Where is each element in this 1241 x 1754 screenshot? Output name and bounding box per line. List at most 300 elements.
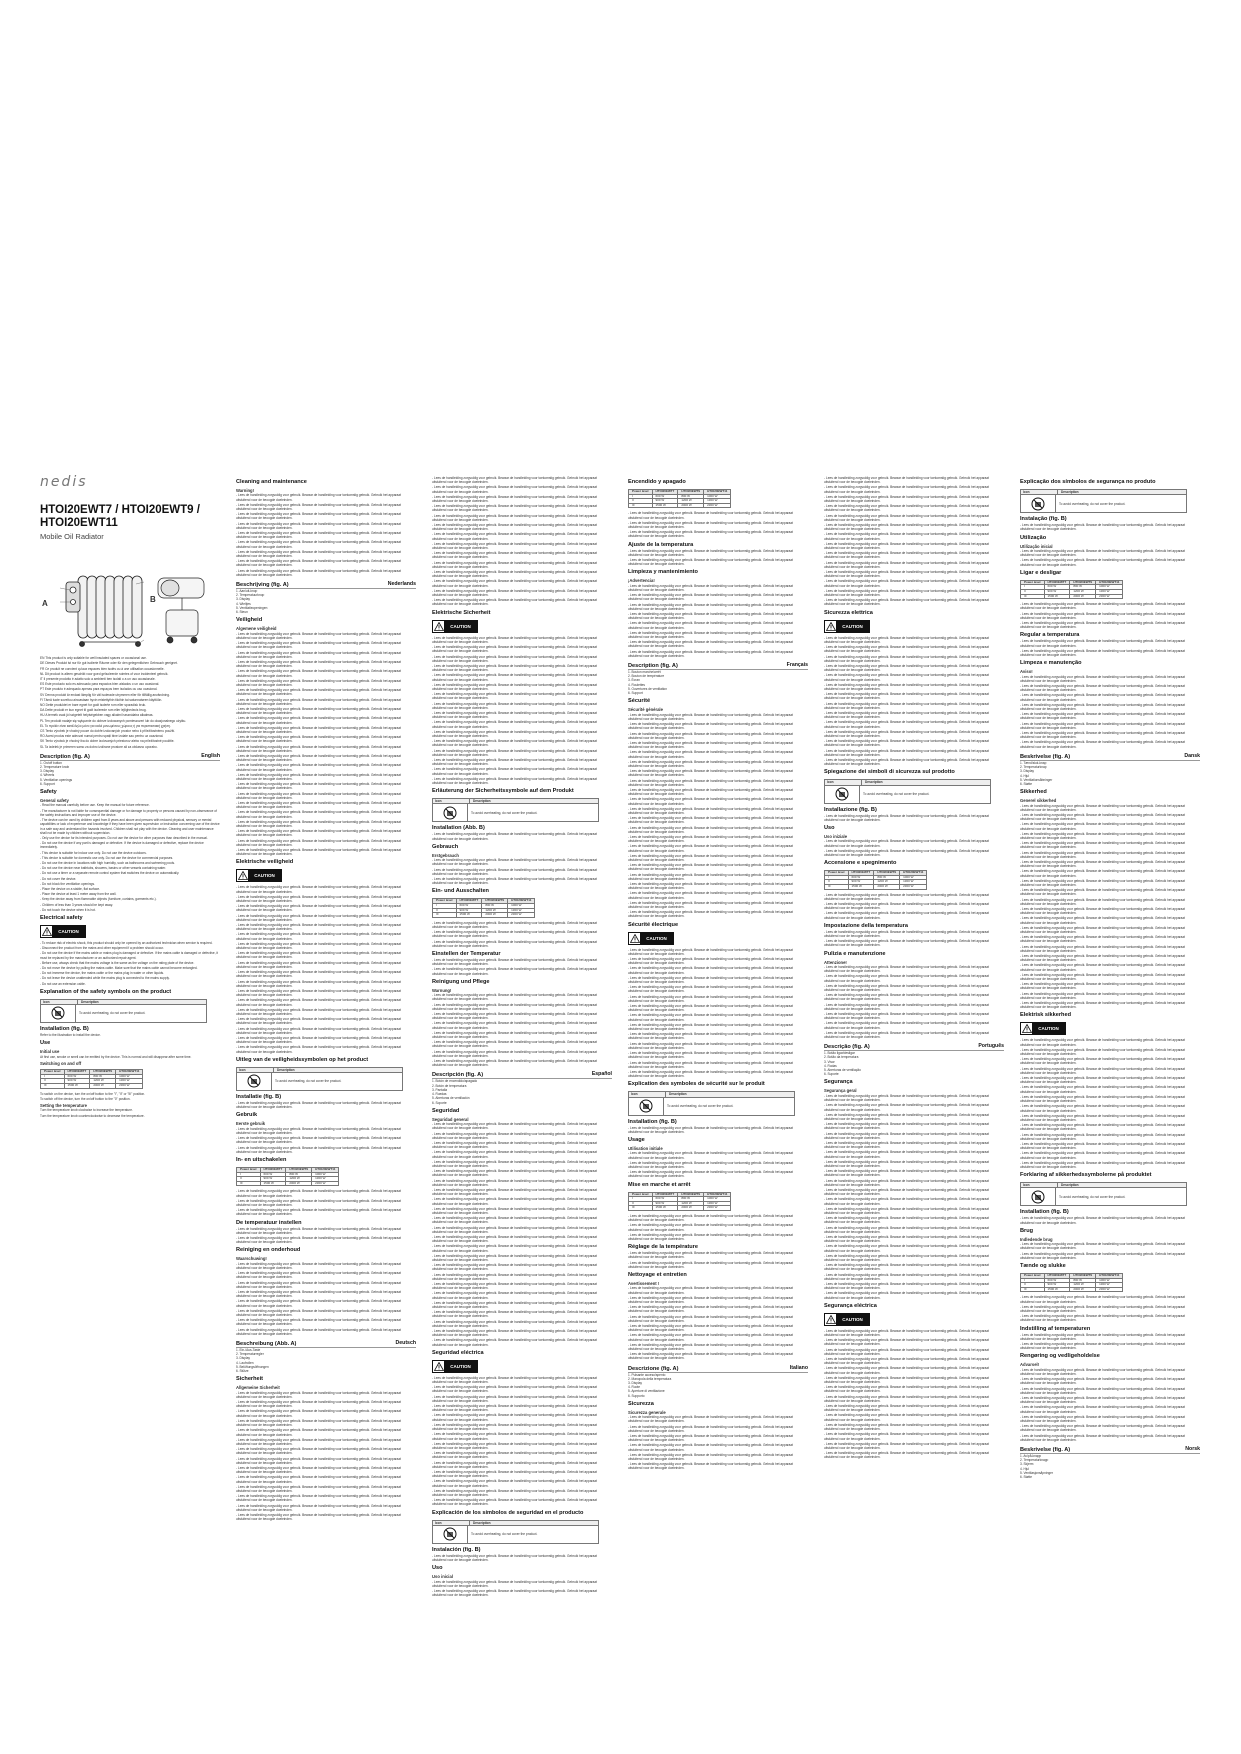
body-text: - Lees de handleiding zorgvuldig voor gebruik. Bewaar de handleiding voor toekomstig gebruik. Gebruik het apparaat uitsluitend voor de beoogde doeleinden.: [824, 663, 989, 673]
body-text: - Lees de handleiding zorgvuldig voor gebruik. Bewaar de handleiding voor toekomstig gebruik. Gebruik het apparaat uitsluitend voor de beoogde doeleinden.: [628, 750, 793, 759]
body-text: - Lees de handleiding zorgvuldig voor gebruik. Bewaar de handleiding voor toekomstig gebruik. Gebruik het apparaat uitsluitend voor de beoogde doeleinden.: [628, 548, 793, 557]
section-heading: Ein- und Ausschalten: [432, 888, 489, 895]
body-text: - Lees de handleiding zorgvuldig voor gebruik. Bewaar de handleiding voor toekomstig gebruik. Gebruik het apparaat uitsluitend voor de beoogde doeleinden.: [628, 769, 793, 778]
parts-list: [824, 1051, 1004, 1076]
body-text: - Lees de handleiding zorgvuldig voor gebruik. Bewaar de handleiding voor toekomstig gebruik. Gebruik het apparaat uitsluitend voor de beoogde doeleinden.: [432, 958, 597, 967]
body-text: - Lees de handleiding zorgvuldig voor gebruik. Bewaar de handleiding voor toekomstig gebruik. Gebruik het apparaat uitsluitend voor de beoogde doeleinden.: [824, 1441, 989, 1450]
body-text: - Lees de handleiding zorgvuldig voor gebruik. Bewaar de handleiding voor toekomstig gebruik. Gebruik het apparaat uitsluitend voor de beoogde doeleinden.: [432, 939, 597, 948]
body-text: - Lees de handleiding zorgvuldig voor gebruik. Bewaar de handleiding voor toekomstig gebruik. Gebruik het apparaat uitsluitend voor de beoogde doeleinden.: [236, 1400, 401, 1409]
caution-label: [432, 620, 478, 633]
body-text: - Lees de handleiding zorgvuldig voor gebruik. Bewaar de handleiding voor toekomstig gebruik. Gebruik het apparaat uitsluitend voor de beoogde doeleinden.: [1020, 925, 1185, 934]
body-text: - Lees de handleiding zorgvuldig voor gebruik. Bewaar de handleiding voor toekomstig gebruik. Gebruik het apparaat uitsluitend voor de beoogde doeleinden.: [236, 923, 401, 932]
body-text: - Lees de handleiding zorgvuldig voor gebruik. Bewaar de handleiding voor toekomstig gebruik. Gebruik het apparaat uitsluitend voor de beoogde doeleinden.: [1020, 702, 1185, 712]
body-text: - Lees de handleiding zorgvuldig voor gebruik. Bewaar de handleiding voor toekomstig gebruik. Gebruik het apparaat uitsluitend voor de beoogde doeleinden.: [1020, 602, 1185, 611]
body-text: - Lees de handleiding zorgvuldig voor gebruik. Bewaar de handleiding voor toekomstig gebruik. Gebruik het apparaat uitsluitend voor de beoogde doeleinden.: [236, 716, 401, 725]
part-item: 4. Rodas: [824, 1063, 837, 1068]
bullet-item: - Do not leave the device unattended while the mains plug is connected to the mains supply.: [40, 976, 170, 981]
column-english: [40, 476, 220, 1119]
brand-logo: nedis: [40, 474, 88, 490]
body-text: - Lees de handleiding zorgvuldig voor gebruik. Bewaar de handleiding voor toekomstig gebruik. Gebruik het apparaat uitsluitend voor de beoogde doeleinden.: [1020, 991, 1185, 1000]
section-heading: Erläuterung der Sicherheitssymbole auf dem Produkt: [432, 788, 574, 795]
body-text: - Lees de handleiding zorgvuldig voor gebruik. Bewaar de handleiding voor toekomstig gebruik. Gebruik het apparaat uitsluitend voor de beoogde doeleinden.: [236, 1189, 401, 1198]
safety-list: [40, 803, 220, 911]
section-heading: Rengøring og vedligeholdelse: [1020, 1353, 1100, 1360]
body-text: - Lees de handleiding zorgvuldig voor gebruik. Bewaar de handleiding voor toekomstig gebruik. Gebruik het apparaat uitsluitend voor de beoogde doeleinden.: [824, 1375, 989, 1385]
section-heading: Instalación (fig. B): [432, 1546, 481, 1553]
part-item: 2. Temperatuurknop: [236, 593, 265, 598]
body-text: - Lees de handleiding zorgvuldig voor gebruik. Bewaar de handleiding voor toekomstig gebruik. Gebruik het apparaat uitsluitend voor de beoogde doeleinden.: [236, 970, 401, 979]
body-text: - Lees de handleiding zorgvuldig voor gebruik. Bewaar de handleiding voor toekomstig gebruik. Gebruik het apparaat uitsluitend voor de beoogde doeleinden.: [432, 1150, 597, 1159]
subsection-heading: Uso inicial: [432, 1574, 453, 1580]
body-text: - Lees de handleiding zorgvuldig voor gebruik. Bewaar de handleiding voor toekomstig gebruik. Gebruik het apparaat uitsluitend voor de beoogde doeleinden.: [824, 551, 989, 560]
body-text: - Lees de handleiding zorgvuldig voor gebruik. Bewaar de handleiding voor toekomstig gebruik. Gebruik het apparaat uitsluitend voor de beoogde doeleinden.: [628, 1286, 793, 1295]
body-text: - Lees de handleiding zorgvuldig voor gebruik. Bewaar de handleiding voor toekomstig gebruik. Gebruik het apparaat uitsluitend voor de beoogde doeleinden.: [1020, 1405, 1185, 1414]
body-text: - Lees de handleiding zorgvuldig voor gebruik. Bewaar de handleiding voor toekomstig gebruik. Gebruik het apparaat uitsluitend voor de beoogde doeleinden.: [824, 1272, 989, 1281]
body-text: - Lees de handleiding zorgvuldig voor gebruik. Bewaar de handleiding voor toekomstig gebruik. Gebruik het apparaat uitsluitend voor de beoogde doeleinden.: [628, 957, 793, 966]
body-text: - Lees de handleiding zorgvuldig voor gebruik. Bewaar de handleiding voor toekomstig gebruik. Gebruik het apparaat uitsluitend voor de beoogde doeleinden.: [824, 748, 989, 757]
symbols-description: To avoid overheating, do not cover the product.: [667, 1103, 734, 1108]
body-text: - Lees de handleiding zorgvuldig voor gebruik. Bewaar de handleiding voor toekomstig gebruik. Gebruik het apparaat uitsluitend voor de beoogde doeleinden.: [628, 1151, 793, 1160]
body-text: - Lees de handleiding zorgvuldig voor gebruik. Bewaar de handleiding voor toekomstig gebruik. Gebruik het apparaat uitsluitend voor de beoogde doeleinden.: [628, 816, 793, 825]
part-item: 3. Pantalla: [432, 1087, 448, 1092]
body-text: - Lees de handleiding zorgvuldig voor gebruik. Bewaar de handleiding voor toekomstig gebruik. Gebruik het apparaat uitsluitend voor de beoogde doeleinden.: [1020, 639, 1185, 648]
body-text: - Lees de handleiding zorgvuldig voor gebruik. Bewaar de handleiding voor toekomstig gebruik. Gebruik het apparaat uitsluitend voor de beoogde doeleinden.: [628, 825, 793, 834]
body-text: - Lees de handleiding zorgvuldig voor gebruik. Bewaar de handleiding voor toekomstig gebruik. Gebruik het apparaat uitsluitend voor de beoogde doeleinden.: [824, 1385, 989, 1394]
caution-label: [824, 1313, 870, 1326]
body-text: - Lees de handleiding zorgvuldig voor gebruik. Bewaar de handleiding voor toekomstig gebruik. Gebruik het apparaat uitsluitend voor de beoogde doeleinden.: [432, 1234, 597, 1244]
part-item: 2. Temperature knob: [40, 765, 70, 770]
body-text: - Lees de handleiding zorgvuldig voor gebruik. Bewaar de handleiding voor toekomstig gebruik. Gebruik het apparaat uitsluitend voor de beoogde doeleinden.: [824, 739, 989, 748]
cover-note: PL Ten produkt nadaje się wyłącznie do dobrze izolowanych pomieszczeń lub do okazjonalnego użytku.: [40, 718, 187, 723]
body-text: - Lees de handleiding zorgvuldig voor gebruik. Bewaar de handleiding voor toekomstig gebruik. Gebruik het apparaat uitsluitend voor de beoogde doeleinden.: [824, 1216, 989, 1225]
section-heading: Mise en marche et arrêt: [628, 1181, 691, 1188]
body-text: - Lees de handleiding zorgvuldig voor gebruik. Bewaar de handleiding voor toekomstig gebruik. Gebruik het apparaat uitsluitend voor de beoogde doeleinden.: [628, 985, 793, 994]
body-text: - Lees de handleiding zorgvuldig voor gebruik. Bewaar de handleiding voor toekomstig gebruik. Gebruik het apparaat uitsluitend voor de beoogde doeleinden.: [432, 1030, 597, 1040]
caution-text: CAUTION: [640, 933, 673, 944]
body-text: - Lees de handleiding zorgvuldig voor gebruik. Bewaar de handleiding voor toekomstig gebruik. Gebruik het apparaat uitsluitend voor de beoogde doeleinden.: [432, 1272, 597, 1281]
part-item: 3. Skjerm: [1020, 1462, 1034, 1467]
symbols-table: [40, 999, 207, 1023]
part-item: 2. Temperaturregler: [236, 1352, 264, 1357]
warning-triangle-icon: [825, 621, 836, 632]
caution-text: CAUTION: [444, 1361, 477, 1372]
body-text: - Lees de handleiding zorgvuldig voor gebruik. Bewaar de handleiding voor toekomstig gebruik. Gebruik het apparaat uitsluitend voor de beoogde doeleinden.: [236, 1318, 401, 1327]
body-text: - Lees de handleiding zorgvuldig voor gebruik. Bewaar de handleiding voor toekomstig gebruik. Gebruik het apparaat uitsluitend voor de beoogde doeleinden.: [824, 532, 989, 541]
body-text: - Lees de handleiding zorgvuldig voor gebruik. Bewaar de handleiding voor toekomstig gebruik. Gebruik het apparaat uitsluitend voor de beoogde doeleinden.: [1020, 684, 1185, 693]
section-heading: Instalação (fig. B): [1020, 516, 1067, 523]
body-text: - Lees de handleiding zorgvuldig voor gebruik. Bewaar de handleiding voor toekomstig gebruik. Gebruik het apparaat uitsluitend voor de beoogde doeleinden.: [432, 1206, 597, 1215]
body-text: - Lees de handleiding zorgvuldig voor gebruik. Bewaar de handleiding voor toekomstig gebruik. Gebruik het apparaat uitsluitend voor de beoogde doeleinden.: [824, 1225, 989, 1234]
part-item: 1. Av/på-knapp: [1020, 1454, 1042, 1459]
product-subtitle: Mobile Oil Radiator: [40, 532, 104, 542]
body-text: - Lees de handleiding zorgvuldig voor gebruik. Bewaar de handleiding voor toekomstig gebruik. Gebruik het apparaat uitsluitend voor de beoogde doeleinden.: [628, 1452, 793, 1462]
part-item: 6. Støtte: [1020, 781, 1033, 786]
subsection-heading: Erstgebrauch: [432, 852, 459, 858]
subsection-heading: ¡Advertencia!: [628, 578, 655, 584]
body-text: - Lees de handleiding zorgvuldig voor gebruik. Bewaar de handleiding voor toekomstig gebruik. Gebruik het apparaat uitsluitend voor de beoogde doeleinden.: [432, 1588, 597, 1598]
body-text: - Lees de handleiding zorgvuldig voor gebruik. Bewaar de handleiding voor toekomstig gebruik. Gebruik het apparaat uitsluitend voor de beoogde doeleinden.: [432, 476, 597, 485]
body-text: - Lees de handleiding zorgvuldig voor gebruik. Bewaar de handleiding voor toekomstig gebruik. Gebruik het apparaat uitsluitend voor de beoogde doeleinden.: [824, 1357, 989, 1366]
body-text: - Lees de handleiding zorgvuldig voor gebruik. Bewaar de handleiding voor toekomstig gebruik. Gebruik het apparaat uitsluitend voor de beoogde doeleinden.: [1020, 674, 1185, 683]
part-item: 5. Ventilasjonsåpninger: [1020, 1470, 1053, 1475]
part-item: 5. Ventilatieopeningen: [236, 605, 268, 610]
body-text: - Lees de handleiding zorgvuldig voor gebruik. Bewaar de handleiding voor toekomstig gebruik. Gebruik het apparaat uitsluitend voor de beoogde doeleinden.: [236, 848, 401, 857]
body-text: - Lees de handleiding zorgvuldig voor gebruik. Bewaar de handleiding voor toekomstig gebruik. Gebruik het apparaat uitsluitend voor de beoogde doeleinden.: [432, 645, 597, 654]
bullet-item: - Do not block the ventilation openings.: [40, 881, 95, 886]
caution-label: [628, 932, 674, 945]
body-text: - Lees de handleiding zorgvuldig voor gebruik. Bewaar de handleiding voor toekomstig gebruik. Gebruik het apparaat uitsluitend voor de beoogde doeleinden.: [1020, 1113, 1185, 1122]
cover-note: IT Il presente prodotto è adatto solo a ambienti ben isolati o a un uso occasionale.: [40, 677, 156, 682]
body-text: - Lees de handleiding zorgvuldig voor gebruik. Bewaar de handleiding voor toekomstig gebruik. Gebruik het apparaat uitsluitend voor de beoogde doeleinden.: [236, 838, 401, 847]
part-item: 4. Hjul: [1020, 773, 1030, 778]
body-text: - Lees de handleiding zorgvuldig voor gebruik. Bewaar de handleiding voor toekomstig gebruik. Gebruik het apparaat uitsluitend voor de beoogde doeleinden.: [1020, 1341, 1185, 1351]
symbols-table: [824, 779, 991, 803]
body-text: - Lees de handleiding zorgvuldig voor gebruik. Bewaar de handleiding voor toekomstig gebruik. Gebruik het apparaat uitsluitend voor de beoogde doeleinden.: [236, 904, 401, 913]
body-text: - Lees de handleiding zorgvuldig voor gebruik. Bewaar de handleiding voor toekomstig gebruik. Gebruik het apparaat uitsluitend voor de beoogde doeleinden.: [1020, 1414, 1185, 1424]
symbols-row: [433, 1526, 598, 1543]
body-text: - Lees de handleiding zorgvuldig voor gebruik. Bewaar de handleiding voor toekomstig gebruik. Gebruik het apparaat uitsluitend voor de beoogde doeleinden.: [236, 1494, 401, 1503]
body-text: - Lees de handleiding zorgvuldig voor gebruik. Bewaar de handleiding voor toekomstig gebruik. Gebruik het apparaat uitsluitend voor de beoogde doeleinden.: [824, 729, 989, 738]
part-item: 5. Ventilation openings: [40, 777, 73, 782]
body-text: - Lees de handleiding zorgvuldig voor gebruik. Bewaar de handleiding voor toekomstig gebruik. Gebruik het apparaat uitsluitend voor de beoogde doeleinden.: [432, 1049, 597, 1058]
symbols-table: [1020, 1182, 1187, 1206]
part-item: 3. Écran: [628, 678, 640, 683]
body-text: - Lees de handleiding zorgvuldig voor gebruik. Bewaar de handleiding voor toekomstig gebruik. Gebruik het apparaat uitsluitend voor de beoogde doeleinden.: [628, 1415, 793, 1424]
body-text: - Lees de handleiding zorgvuldig voor gebruik. Bewaar de handleiding voor toekomstig gebruik. Gebruik het apparaat uitsluitend voor de beoogde doeleinden.: [432, 523, 597, 532]
language-heading: Español: [432, 1071, 612, 1079]
section-heading: Beschrijving (fig. A): [236, 582, 289, 589]
part-item: 1. Aan/uit-knop: [236, 589, 258, 594]
body-text: - Lees de handleiding zorgvuldig voor gebruik. Bewaar de handleiding voor toekomstig gebruik. Gebruik het apparaat uitsluitend voor de beoogde doeleinden.: [432, 1488, 597, 1497]
body-text: - Lees de handleiding zorgvuldig voor gebruik. Bewaar de handleiding voor toekomstig gebruik. Gebruik het apparaat uitsluitend voor de beoogde doeleinden.: [236, 763, 401, 772]
bullet-item: - Do not use the device if any part is damaged or defective. If the device is damaged or defective, replace the device immediately.: [40, 841, 204, 850]
body-text: - Lees de handleiding zorgvuldig voor gebruik. Bewaar de handleiding voor toekomstig gebruik. Gebruik het apparaat uitsluitend voor de beoogde doeleinden.: [628, 1160, 793, 1169]
body-text: - Lees de handleiding zorgvuldig voor gebruik. Bewaar de handleiding voor toekomstig gebruik. Gebruik het apparaat uitsluitend voor de beoogde doeleinden.: [1020, 803, 1185, 812]
column-5: [824, 476, 1004, 1461]
section-heading: Descripción (fig. A): [432, 1072, 484, 1079]
part-item: 6. Support: [628, 691, 643, 696]
body-text: - Lees de handleiding zorgvuldig voor gebruik. Bewaar de handleiding voor toekomstig gebruik. Gebruik het apparaat uitsluitend voor de beoogde doeleinden.: [628, 863, 793, 872]
figure-label-a: A: [42, 599, 48, 609]
body-text: - Lees de handleiding zorgvuldig voor gebruik. Bewaar de handleiding voor toekomstig gebruik. Gebruik het apparaat uitsluitend voor de beoogde doeleinden.: [628, 621, 793, 630]
body-text: - Lees de handleiding zorgvuldig voor gebruik. Bewaar de handleiding voor toekomstig gebruik. Gebruik het apparaat uitsluitend voor de beoogde doeleinden.: [236, 1475, 401, 1484]
symbols-description: To avoid overheating, do not cover the product.: [471, 810, 538, 815]
body-text: - Lees de handleiding zorgvuldig voor gebruik. Bewaar de handleiding voor toekomstig gebruik. Gebruik het apparaat uitsluitend voor de beoogde doeleinden.: [628, 1443, 793, 1452]
body-text: - Lees de handleiding zorgvuldig voor gebruik. Bewaar de handleiding voor toekomstig gebruik. Gebruik het apparaat uitsluitend voor de beoogde doeleinden.: [628, 1424, 793, 1433]
subsection-heading: Warnung!: [432, 987, 452, 993]
body-text: - Lees de handleiding zorgvuldig voor gebruik. Bewaar de handleiding voor toekomstig gebruik. Gebruik het apparaat uitsluitend voor de beoogde doeleinden.: [432, 663, 597, 673]
bullet-item: - The device can be used by children aged from 8 years and above and persons with reduced physical, sensory or mental capabilities or lack of experience and knowledge if they have been given supervision or instruction concerning use of the device in a safe way and understand the hazards involved. Children shall not play with the device. Cleaning and user maintenance shall not be made by children without supervision.: [40, 818, 220, 835]
body-text: - Lees de handleiding zorgvuldig voor gebruik. Bewaar de handleiding voor toekomstig gebruik. Gebruik het apparaat uitsluitend voor de beoogde doeleinden.: [824, 560, 989, 569]
parts-list: [432, 1079, 612, 1104]
symbols-col-description: Description: [669, 1092, 687, 1097]
body-text: - Lees de handleiding zorgvuldig voor gebruik. Bewaar de handleiding voor toekomstig gebruik. Gebruik het apparaat uitsluitend voor de beoogde doeleinden.: [824, 1021, 989, 1030]
warning-triangle-icon: [629, 933, 640, 944]
use-heading: Use: [40, 1040, 51, 1047]
language-heading: Deutsch: [236, 1340, 416, 1348]
body-text: - Lees de handleiding zorgvuldig voor gebruik. Bewaar de handleiding voor toekomstig gebruik. Gebruik het apparaat uitsluitend voor de beoogde doeleinden.: [1020, 944, 1185, 953]
body-text: - Lees de handleiding zorgvuldig voor gebruik. Bewaar de handleiding voor toekomstig gebruik. Gebruik het apparaat uitsluitend voor de beoogde doeleinden.: [432, 1422, 597, 1432]
section-heading: Sécurité électrique: [628, 921, 679, 928]
section-heading: Limpeza e manutenção: [1020, 660, 1082, 667]
language-heading: Nederlands: [236, 581, 416, 589]
body-text: - Lees de handleiding zorgvuldig voor gebruik. Bewaar de handleiding voor toekomstig gebruik. Gebruik het apparaat uitsluitend voor de beoogde doeleinden.: [432, 1169, 597, 1178]
section-heading: Pulizia e manutenzione: [824, 950, 886, 957]
symbols-description: To avoid overheating, do not cover the product.: [471, 1532, 538, 1537]
section-heading: Encendido y apagado: [628, 479, 686, 485]
body-text: - Lees de handleiding zorgvuldig voor gebruik. Bewaar de handleiding voor toekomstig gebruik. Gebruik het apparaat uitsluitend voor de beoogde doeleinden.: [628, 1170, 793, 1179]
caution-text: CAUTION: [444, 621, 477, 632]
body-text: - Lees de handleiding zorgvuldig voor gebruik. Bewaar de handleiding voor toekomstig gebruik. Gebruik het apparaat uitsluitend voor de beoogde doeleinden.: [824, 570, 989, 579]
body-text: - Lees de handleiding zorgvuldig voor gebruik. Bewaar de handleiding voor toekomstig gebruik. Gebruik het apparaat uitsluitend voor de beoogde doeleinden.: [432, 858, 597, 867]
body-text: - Lees de handleiding zorgvuldig voor gebruik. Bewaar de handleiding voor toekomstig gebruik. Gebruik het apparaat uitsluitend voor de beoogde doeleinden.: [432, 1263, 597, 1272]
body-text: - Lees de handleiding zorgvuldig voor gebruik. Bewaar de handleiding voor toekomstig gebruik. Gebruik het apparaat uitsluitend voor de beoogde doeleinden.: [824, 1140, 989, 1150]
bullet-item: - Place the device on a stable, flat surface.: [40, 886, 101, 891]
symbols-col-description: Description: [81, 999, 99, 1004]
body-text: - Lees de handleiding zorgvuldig voor gebruik. Bewaar de handleiding voor toekomstig gebruik. Gebruik het apparaat uitsluitend voor de beoogde doeleinden.: [824, 494, 989, 504]
body-text: - Lees de handleiding zorgvuldig voor gebruik. Bewaar de handleiding voor toekomstig gebruik. Gebruik het apparaat uitsluitend voor de beoogde doeleinden.: [824, 1030, 989, 1040]
body-text: - Lees de handleiding zorgvuldig voor gebruik. Bewaar de handleiding voor toekomstig gebruik. Gebruik het apparaat uitsluitend voor de beoogde doeleinden.: [628, 1251, 793, 1260]
part-item: 1. Bouton marche/arrêt: [628, 670, 661, 675]
bullet-item: - Before use, always check that the mains voltage is the same as the voltage on the rating plate of the device.: [40, 960, 195, 965]
bullet-item: - The manufacturer is not liable for consequential damage or for damage to property or persons caused by non-observance of the safety instructions and improper use of the device.: [40, 808, 217, 817]
caution-label: [1020, 1022, 1066, 1035]
body-text: - Lees de handleiding zorgvuldig voor gebruik. Bewaar de handleiding voor toekomstig gebruik. Gebruik het apparaat uitsluitend voor de beoogde doeleinden.: [628, 520, 793, 529]
part-item: 4. Wheels: [40, 773, 55, 778]
body-text: - Lees de handleiding zorgvuldig voor gebruik. Bewaar de handleiding voor toekomstig gebruik. Gebruik het apparaat uitsluitend voor de beoogde doeleinden.: [432, 1329, 597, 1338]
body-text: - Lees de handleiding zorgvuldig voor gebruik. Bewaar de handleiding voor toekomstig gebruik. Gebruik het apparaat uitsluitend voor de beoogde doeleinden.: [1020, 1332, 1185, 1341]
symbols-table: [1020, 489, 1187, 513]
body-text: - Lees de handleiding zorgvuldig voor gebruik. Bewaar de handleiding voor toekomstig gebruik. Gebruik het apparaat uitsluitend voor de beoogde doeleinden.: [432, 1131, 597, 1140]
body-text: - Lees de handleiding zorgvuldig voor gebruik. Bewaar de handleiding voor toekomstig gebruik. Gebruik het apparaat uitsluitend voor de beoogde doeleinden.: [628, 806, 793, 815]
subsection-heading: Utilização inicial: [1020, 543, 1053, 549]
symbols-col-icon: Icon: [41, 1000, 78, 1004]
do-not-cover-icon: [433, 1526, 468, 1543]
parts-list: [1020, 761, 1200, 786]
body-text: - Lees de handleiding zorgvuldig voor gebruik. Bewaar de handleiding voor toekomstig gebruik. Gebruik het apparaat uitsluitend voor de beoogde doeleinden.: [236, 735, 401, 744]
body-text: - Lees de handleiding zorgvuldig voor gebruik. Bewaar de handleiding voor toekomstig gebruik. Gebruik het apparaat uitsluitend voor de beoogde doeleinden.: [432, 1122, 597, 1131]
symbols-row: [1021, 1188, 1186, 1205]
power-table: Power level HTOI20EWT7 HTOI20EWT9 HTOI20EWT11 I 600 W 800 W 1000 W II 900 W 1200 W 1300 W III 1500 W 2000 W 2300 W: [432, 898, 535, 917]
body-text: - Lees de handleiding zorgvuldig voor gebruik. Bewaar de handleiding voor toekomstig gebruik. Gebruik het apparaat uitsluitend voor de beoogde doeleinden.: [432, 1310, 597, 1319]
bullet-item: - This device is suitable for domestic use only. Do not use the device for commercial purposes.: [40, 855, 174, 860]
part-item: 2. Botão da temperatura: [824, 1055, 859, 1060]
body-text: - Lees de handleiding zorgvuldig voor gebruik. Bewaar de handleiding voor toekomstig gebruik. Gebruik het apparaat uitsluitend voor de beoogde doeleinden.: [1020, 558, 1185, 567]
body-text: - Lees de handleiding zorgvuldig voor gebruik. Bewaar de handleiding voor toekomstig gebruik. Gebruik het apparaat uitsluitend voor de beoogde doeleinden.: [236, 1126, 401, 1135]
body-text: - Lees de handleiding zorgvuldig voor gebruik. Bewaar de handleiding voor toekomstig gebruik. Gebruik het apparaat uitsluitend voor de beoogde doeleinden.: [236, 744, 401, 753]
part-item: 4. Ruedas: [432, 1092, 447, 1097]
general-safety-heading: General safety: [40, 798, 69, 804]
part-item: 3. Display: [236, 597, 250, 602]
bullet-item: - Do not use the device if the mains cable or mains plug is damaged or defective. If the mains cable is damaged or defective, it must be replaced by the manufacturer or an authorized repair agent.: [40, 951, 219, 960]
do-not-cover-icon: [825, 786, 860, 803]
subsection-heading: Indledende brug: [1020, 1236, 1053, 1242]
body-text: - Lees de handleiding zorgvuldig voor gebruik. Bewaar de handleiding voor toekomstig gebruik. Gebruik het apparaat uitsluitend voor de beoogde doeleinden.: [824, 1244, 989, 1253]
body-text: - Lees de handleiding zorgvuldig voor gebruik. Bewaar de handleiding voor toekomstig gebruik. Gebruik het apparaat uitsluitend voor de beoogde doeleinden.: [824, 1112, 989, 1121]
body-text: - Lees de handleiding zorgvuldig voor gebruik. Bewaar de handleiding voor toekomstig gebruik. Gebruik het apparaat uitsluitend voor de beoogde doeleinden.: [432, 967, 597, 976]
body-text: - Lees de handleiding zorgvuldig voor gebruik. Bewaar de handleiding voor toekomstig gebruik. Gebruik het apparaat uitsluitend voor de beoogde doeleinden.: [628, 530, 793, 539]
body-text: - Lees de handleiding zorgvuldig voor gebruik. Bewaar de handleiding voor toekomstig gebruik. Gebruik het apparaat uitsluitend voor de beoogde doeleinden.: [236, 1208, 401, 1217]
subsection-heading: Algemene veiligheid: [236, 626, 277, 632]
body-text: - Lees de handleiding zorgvuldig voor gebruik. Bewaar de handleiding voor toekomstig gebruik. Gebruik het apparaat uitsluitend voor de beoogde doeleinden.: [824, 1197, 989, 1206]
cover-note: HU A termék csak jól szigetelt helyiségekben vagy alkalmi használatra alkalmas.: [40, 713, 154, 718]
body-text: - Lees de handleiding zorgvuldig voor gebruik. Bewaar de handleiding voor toekomstig gebruik. Gebruik het apparaat uitsluitend voor de beoogde doeleinden.: [432, 1059, 597, 1068]
part-item: 6. Support: [40, 781, 55, 786]
body-text: - Lees de handleiding zorgvuldig voor gebruik. Bewaar de handleiding voor toekomstig gebruik. Gebruik het apparaat uitsluitend voor de beoogde doeleinden.: [236, 1271, 401, 1280]
body-text: - Lees de handleiding zorgvuldig voor gebruik. Bewaar de handleiding voor toekomstig gebruik. Gebruik het apparaat uitsluitend voor de beoogde doeleinden.: [236, 941, 401, 951]
section-heading: Uitleg van de veiligheidssymbolen op het product: [236, 1056, 369, 1063]
power-table: Power level HTOI20EWT7 HTOI20EWT9 HTOI20EWT11 I 600 W 800 W 1000 W II 900 W 1200 W 1300 W III 1500 W 2000 W 2300 W: [40, 1069, 143, 1088]
body-text: - Lees de handleiding zorgvuldig voor gebruik. Bewaar de handleiding voor toekomstig gebruik. Gebruik het apparaat uitsluitend voor de beoogde doeleinden.: [1020, 1424, 1185, 1433]
body-text: - Lees de handleiding zorgvuldig voor gebruik. Bewaar de handleiding voor toekomstig gebruik. Gebruik het apparaat uitsluitend voor de beoogde doeleinden.: [236, 549, 401, 559]
body-text: - Lees de handleiding zorgvuldig voor gebruik. Bewaar de handleiding voor toekomstig gebruik. Gebruik het apparaat uitsluitend voor de beoogde doeleinden.: [824, 1263, 989, 1272]
section-heading: Elektrische Sicherheit: [432, 609, 491, 616]
part-item: 4. Laufrollen: [236, 1360, 254, 1365]
part-item: 6. Støtte: [1020, 1475, 1033, 1480]
body-text: - Lees de handleiding zorgvuldig voor gebruik. Bewaar de handleiding voor toekomstig gebruik. Gebruik het apparaat uitsluitend voor de beoogde doeleinden.: [824, 541, 989, 551]
body-text: - Lees de handleiding zorgvuldig voor gebruik. Bewaar de handleiding voor toekomstig gebruik. Gebruik het apparaat uitsluitend voor de beoogde doeleinden.: [236, 810, 401, 819]
section-heading: Impostazione della temperatura: [824, 922, 908, 929]
cover-note: PT Este produto é adequado apenas para espaços bem isolados ou uso ocasional.: [40, 687, 158, 692]
subsection-heading: Attenzione!: [824, 959, 847, 965]
body-text: - Lees de handleiding zorgvuldig voor gebruik. Bewaar de handleiding voor toekomstig gebruik. Gebruik het apparaat uitsluitend voor de beoogde doeleinden.: [1020, 1160, 1185, 1169]
section-heading: Elektrisk sikkerhed: [1020, 1012, 1071, 1019]
body-text: - Lees de handleiding zorgvuldig voor gebruik. Bewaar de handleiding voor toekomstig gebruik. Gebruik het apparaat uitsluitend voor de beoogde doeleinden.: [824, 1103, 989, 1112]
do-not-cover-icon: [1021, 1188, 1056, 1205]
body-text: - Lees de handleiding zorgvuldig voor gebruik. Bewaar de handleiding voor toekomstig gebruik. Gebruik het apparaat uitsluitend voor de beoogde doeleinden.: [432, 710, 597, 720]
body-text: - Lees de handleiding zorgvuldig voor gebruik. Bewaar de handleiding voor toekomstig gebruik. Gebruik het apparaat uitsluitend voor de beoogde doeleinden.: [432, 1291, 597, 1300]
body-text: - Lees de handleiding zorgvuldig voor gebruik. Bewaar de handleiding voor toekomstig gebruik. Gebruik het apparaat uitsluitend voor de beoogde doeleinden.: [628, 731, 793, 740]
do-not-cover-icon: [433, 804, 468, 821]
part-item: 2. Manopola della temperatura: [628, 1376, 672, 1381]
body-text: - Lees de handleiding zorgvuldig voor gebruik. Bewaar de handleiding voor toekomstig gebruik. Gebruik het apparaat uitsluitend voor de beoogde doeleinden.: [824, 673, 989, 682]
bullet-item: - Place the device at least 1 metre away from the wall.: [40, 892, 117, 897]
body-text: - Lees de handleiding zorgvuldig voor gebruik. Bewaar de handleiding voor toekomstig gebruik. Gebruik het apparaat uitsluitend voor de beoogde doeleinden.: [1020, 982, 1185, 991]
cover-note: ES Este producto solo es adecuado para espacios bien aislados o un uso ocasional.: [40, 682, 160, 687]
symbols-description: To avoid overheating, do not cover the product.: [275, 1079, 342, 1084]
body-text: - Lees de handleiding zorgvuldig voor gebruik. Bewaar de handleiding voor toekomstig gebruik. Gebruik het apparaat uitsluitend voor de beoogde doeleinden.: [1020, 1304, 1185, 1313]
body-text: - Lees de handleiding zorgvuldig voor gebruik. Bewaar de handleiding voor toekomstig gebruik. Gebruik het apparaat uitsluitend voor de beoogde doeleinden.: [432, 570, 597, 579]
body-text: - Lees de handleiding zorgvuldig voor gebruik. Bewaar de handleiding voor toekomstig gebruik. Gebruik het apparaat uitsluitend voor de beoogde doeleinden.: [236, 641, 401, 650]
part-item: 5. Aperture di ventilazione: [628, 1389, 665, 1394]
body-text: - Lees de handleiding zorgvuldig voor gebruik. Bewaar de handleiding voor toekomstig gebruik. Gebruik het apparaat uitsluitend voor de beoogde doeleinden.: [236, 988, 401, 998]
parts-list: [1020, 1454, 1200, 1479]
warning-triangle-icon: [1021, 1023, 1032, 1034]
body-text: - Lees de handleiding zorgvuldig voor gebruik. Bewaar de handleiding voor toekomstig gebruik. Gebruik het apparaat uitsluitend voor de beoogde doeleinden.: [824, 1159, 989, 1168]
body-text: - Lees de handleiding zorgvuldig voor gebruik. Bewaar de handleiding voor toekomstig gebruik. Gebruik het apparaat uitsluitend voor de beoogde doeleinden.: [432, 1432, 597, 1441]
symbols-col-icon: Icon: [1021, 490, 1058, 494]
symbols-table: [432, 798, 599, 822]
body-text: - Lees de handleiding zorgvuldig voor gebruik. Bewaar de handleiding voor toekomstig gebruik. Gebruik het apparaat uitsluitend voor de beoogde doeleinden.: [1020, 1377, 1185, 1386]
cover-note: FI Tämä tuote soveltuu ainoastaan hyvin eristettyihin tiloihin tai satunnaiseen käyttöön.: [40, 697, 163, 702]
body-text: - Lees de handleiding zorgvuldig voor gebruik. Bewaar de handleiding voor toekomstig gebruik. Gebruik het apparaat uitsluitend voor de beoogde doeleinden.: [432, 682, 597, 691]
section-heading: In- en uitschakelen: [236, 1156, 287, 1163]
body-text: - Lees de handleiding zorgvuldig voor gebruik. Bewaar de handleiding voor toekomstig gebruik. Gebruik het apparaat uitsluitend voor de beoogde doeleinden.: [1020, 916, 1185, 925]
parts-list: [40, 761, 220, 786]
body-text: - Lees de handleiding zorgvuldig voor gebruik. Bewaar de handleiding voor toekomstig gebruik. Gebruik het apparaat uitsluitend voor de beoogde doeleinden.: [432, 729, 597, 738]
warning-triangle-icon: [433, 1361, 444, 1372]
body-text: - Lees de handleiding zorgvuldig voor gebruik. Bewaar de handleiding voor toekomstig gebruik. Gebruik het apparaat uitsluitend voor de beoogde doeleinden.: [432, 1375, 597, 1385]
section-heading: Sicurezza: [628, 1400, 654, 1407]
body-text: - Lees de handleiding zorgvuldig voor gebruik. Bewaar de handleiding voor toekomstig gebruik. Gebruik het apparaat uitsluitend voor de beoogde doeleinden.: [236, 631, 401, 640]
product-title: HTOI20EWT7 / HTOI20EWT9 / HTOI20EWT11: [40, 504, 200, 530]
body-text: - Lees de handleiding zorgvuldig voor gebruik. Bewaar de handleiding voor toekomstig gebruik. Gebruik het apparaat uitsluitend voor de beoogde doeleinden.: [1020, 972, 1185, 982]
body-text: - Lees de handleiding zorgvuldig voor gebruik. Bewaar de handleiding voor toekomstig gebruik. Gebruik het apparaat uitsluitend voor de beoogde doeleinden.: [236, 1261, 401, 1270]
manual-sheet: [40, 474, 1200, 1598]
do-not-cover-icon: [41, 1005, 76, 1022]
body-text: - Lees de handleiding zorgvuldig voor gebruik. Bewaar de handleiding voor toekomstig gebruik. Gebruik het apparaat uitsluitend voor de beoogde doeleinden.: [628, 872, 793, 881]
bullet-item: - Do not immerse the device, the mains cable or the mains plug in water or other liquids.: [40, 971, 165, 976]
body-text: - Lees de handleiding zorgvuldig voor gebruik. Bewaar de handleiding voor toekomstig gebruik. Gebruik het apparaat uitsluitend voor de beoogde doeleinden.: [628, 1352, 793, 1361]
body-text: - Lees de handleiding zorgvuldig voor gebruik. Bewaar de handleiding voor toekomstig gebruik. Gebruik het apparaat uitsluitend voor de beoogde doeleinden.: [824, 1282, 989, 1291]
body-text: - Lees de handleiding zorgvuldig voor gebruik. Bewaar de handleiding voor toekomstig gebruik. Gebruik het apparaat uitsluitend voor de beoogde doeleinden.: [432, 867, 597, 876]
body-text: - Lees de handleiding zorgvuldig voor gebruik. Bewaar de handleiding voor toekomstig gebruik. Gebruik het apparaat uitsluitend voor de beoogde doeleinden.: [824, 1206, 989, 1215]
cover-note: NO Dette produktet er bare egnet for godt isolerte rom eller sporadisk bruk.: [40, 703, 146, 708]
section-heading: Beschreibung (Abb. A): [236, 1341, 297, 1348]
body-text: - Lees de handleiding zorgvuldig voor gebruik. Bewaar de handleiding voor toekomstig gebruik. Gebruik het apparaat uitsluitend voor de beoogde doeleinden.: [432, 776, 597, 785]
warning-triangle-icon: [825, 1314, 836, 1325]
body-text: - Lees de handleiding zorgvuldig voor gebruik. Bewaar de handleiding voor toekomstig gebruik. Gebruik het apparaat uitsluitend voor de beoogde doeleinden.: [1020, 850, 1185, 859]
body-text: - Lees de handleiding zorgvuldig voor gebruik. Bewaar de handleiding voor toekomstig gebruik. Gebruik het apparaat uitsluitend voor de beoogde doeleinden.: [1020, 621, 1185, 630]
body-text: - Lees de handleiding zorgvuldig voor gebruik. Bewaar de handleiding voor toekomstig gebruik. Gebruik het apparaat uitsluitend voor de beoogde doeleinden.: [628, 1022, 793, 1032]
body-text: - Lees de handleiding zorgvuldig voor gebruik. Bewaar de handleiding voor toekomstig gebruik. Gebruik het apparaat uitsluitend voor de beoogde doeleinden.: [236, 1327, 401, 1336]
body-text: - Lees de handleiding zorgvuldig voor gebruik. Bewaar de handleiding voor toekomstig gebruik. Gebruik het apparaat uitsluitend voor de beoogde doeleinden.: [628, 712, 793, 721]
body-text: - Lees de handleiding zorgvuldig voor gebruik. Bewaar de handleiding voor toekomstig gebruik. Gebruik het apparaat uitsluitend voor de beoogde doeleinden.: [432, 541, 597, 551]
body-text: - Lees de handleiding zorgvuldig voor gebruik. Bewaar de handleiding voor toekomstig gebruik. Gebruik het apparaat uitsluitend voor de beoogde doeleinden.: [824, 1451, 989, 1460]
body-text: - Lees de handleiding zorgvuldig voor gebruik. Bewaar de handleiding voor toekomstig gebruik. Gebruik het apparaat uitsluitend voor de beoogde doeleinden.: [824, 901, 989, 911]
setting-heading: Setting the temperature: [40, 1102, 88, 1108]
body-text: - Lees de handleiding zorgvuldig voor gebruik. Bewaar de handleiding voor toekomstig gebruik. Gebruik het apparaat uitsluitend voor de beoogde doeleinden.: [1020, 1123, 1185, 1132]
caution-text: CAUTION: [52, 926, 85, 937]
cover-note: DE Dieses Produkt ist nur für gut isolierte Räume oder für den gelegentlichen Gebrauch geeignet.: [40, 661, 178, 666]
section-heading: Ajuste de la temperatura: [628, 541, 694, 548]
section-heading: Beskrivelse (fig. A): [1020, 1447, 1071, 1454]
body-text: - Lees de handleiding zorgvuldig voor gebruik. Bewaar de handleiding voor toekomstig gebruik. Gebruik het apparaat uitsluitend voor de beoogde doeleinden.: [628, 1333, 793, 1342]
body-text: - Lees de handleiding zorgvuldig voor gebruik. Bewaar de handleiding voor toekomstig gebruik. Gebruik het apparaat uitsluitend voor de beoogde doeleinden.: [432, 635, 597, 644]
body-text: - Lees de handleiding zorgvuldig voor gebruik. Bewaar de handleiding voor toekomstig gebruik. Gebruik het apparaat uitsluitend voor de beoogde doeleinden.: [236, 1100, 401, 1110]
body-text: - Lees de handleiding zorgvuldig voor gebruik. Bewaar de handleiding voor toekomstig gebruik. Gebruik het apparaat uitsluitend voor de beoogde doeleinden.: [824, 974, 989, 983]
section-heading: Descrizione (fig. A): [628, 1365, 679, 1372]
cover-note: SL Ta izdelek je primeren samo za dobro izolirane prostore ali za občasno uporabo.: [40, 744, 158, 749]
section-heading: Installazione (fig. B): [824, 806, 877, 813]
section-heading: Tænde og slukke: [1020, 1262, 1066, 1269]
body-text: - Lees de handleiding zorgvuldig voor gebruik. Bewaar de handleiding voor toekomstig gebruik. Gebruik het apparaat uitsluitend voor de beoogde doeleinden.: [824, 1366, 989, 1375]
section-heading: Utilização: [1020, 534, 1047, 541]
body-text: - Lees de handleiding zorgvuldig voor gebruik. Bewaar de handleiding voor toekomstig gebruik. Gebruik het apparaat uitsluitend voor de beoogde doeleinden.: [1020, 721, 1185, 730]
body-text: - Lees de handleiding zorgvuldig voor gebruik. Bewaar de handleiding voor toekomstig gebruik. Gebruik het apparaat uitsluitend voor de beoogde doeleinden.: [824, 1432, 989, 1441]
section-heading: Gebruik: [236, 1112, 258, 1119]
power-table: Power level HTOI20EWT7 HTOI20EWT9 HTOI20EWT11 I 600 W 800 W 1000 W II 900 W 1200 W 1300 W III 1500 W 2000 W 2300 W: [1020, 580, 1123, 599]
body-text: - Lees de handleiding zorgvuldig voor gebruik. Bewaar de handleiding voor toekomstig gebruik. Gebruik het apparaat uitsluitend voor de beoogde doeleinden.: [628, 602, 793, 611]
body-text: - Lees de handleiding zorgvuldig voor gebruik. Bewaar de handleiding voor toekomstig gebruik. Gebruik het apparaat uitsluitend voor de beoogde doeleinden.: [628, 612, 793, 621]
body-text: - Lees de handleiding zorgvuldig voor gebruik. Bewaar de handleiding voor toekomstig gebruik. Gebruik het apparaat uitsluitend voor de beoogde doeleinden.: [1020, 897, 1185, 906]
symbols-col-icon: Icon: [433, 1521, 470, 1525]
body-text: - Lees de handleiding zorgvuldig voor gebruik. Bewaar de handleiding voor toekomstig gebruik. Gebruik het apparaat uitsluitend voor de beoogde doeleinden.: [824, 1002, 989, 1011]
body-text: - Lees de handleiding zorgvuldig voor gebruik. Bewaar de handleiding voor toekomstig gebruik. Gebruik het apparaat uitsluitend voor de beoogde doeleinden.: [824, 692, 989, 701]
body-text: - Lees de handleiding zorgvuldig voor gebruik. Bewaar de handleiding voor toekomstig gebruik. Gebruik het apparaat uitsluitend voor de beoogde doeleinden.: [628, 583, 793, 593]
section-heading: Forklaring af sikkerhedssymbolerne på produktet: [1020, 1172, 1152, 1179]
warning-triangle-icon: [41, 926, 52, 937]
body-text: - Lees de handleiding zorgvuldig voor gebruik. Bewaar de handleiding voor toekomstig gebruik. Gebruik het apparaat uitsluitend voor de beoogde doeleinden.: [432, 513, 597, 522]
section-heading: Brug: [1020, 1227, 1034, 1234]
caution-label: [236, 869, 282, 882]
body-text: - Lees de handleiding zorgvuldig voor gebruik. Bewaar de handleiding voor toekomstig gebruik. Gebruik het apparaat uitsluitend voor de beoogde doeleinden.: [628, 882, 793, 891]
subsection-heading: Allgemeine Sicherheit: [236, 1385, 280, 1391]
bullet-item: - Only use the device for its intended purposes. Do not use the device for other purposes than described in the manual.: [40, 835, 208, 840]
symbols-table: [432, 1520, 599, 1544]
body-text: - Lees de handleiding zorgvuldig voor gebruik. Bewaar de handleiding voor toekomstig gebruik. Gebruik het apparaat uitsluitend voor de beoogde doeleinden.: [628, 1069, 793, 1079]
description-heading: Description (fig. A): [40, 753, 90, 760]
